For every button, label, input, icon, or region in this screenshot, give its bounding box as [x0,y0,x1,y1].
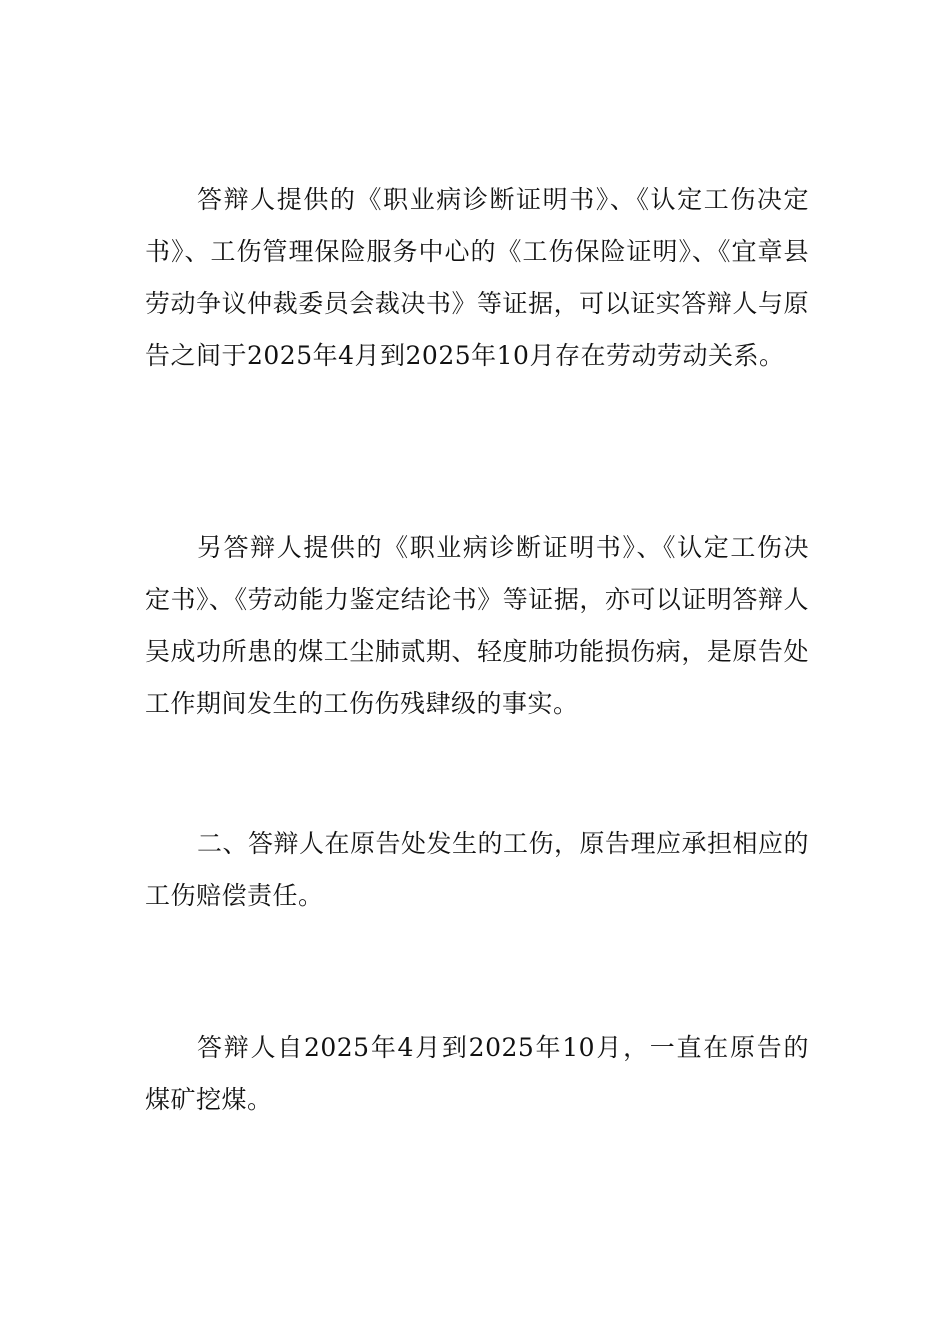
paragraph-evidence-occupational-disease: 另答辩人提供的《职业病诊断证明书》、《认定工伤决定书》、《劳动能力鉴定结论书》等证据，亦可以证明答辩人吴成功所患的煤工尘肺贰期、轻度肺功能损伤病，是原告处工作期间发生的工伤伤残肆级的事实。 [145,533,809,718]
paragraph-work-period: 答辩人自2025年4月到2025年10月，一直在原告的煤矿挖煤。 [145,1033,809,1114]
paragraph-evidence-labor-relation: 答辩人提供的《职业病诊断证明书》、《认定工伤决定书》、工伤管理保险服务中心的《工伤保险证明》、《宜章县劳动争议仲裁委员会裁决书》等证据，可以证实答辩人与原告之间于2025年4月到2025年10月存在劳动劳动关系。 [145,185,809,370]
paragraph-section-two-heading: 二、答辩人在原告处发生的工伤，原告理应承担相应的工伤赔偿责任。 [145,829,810,910]
